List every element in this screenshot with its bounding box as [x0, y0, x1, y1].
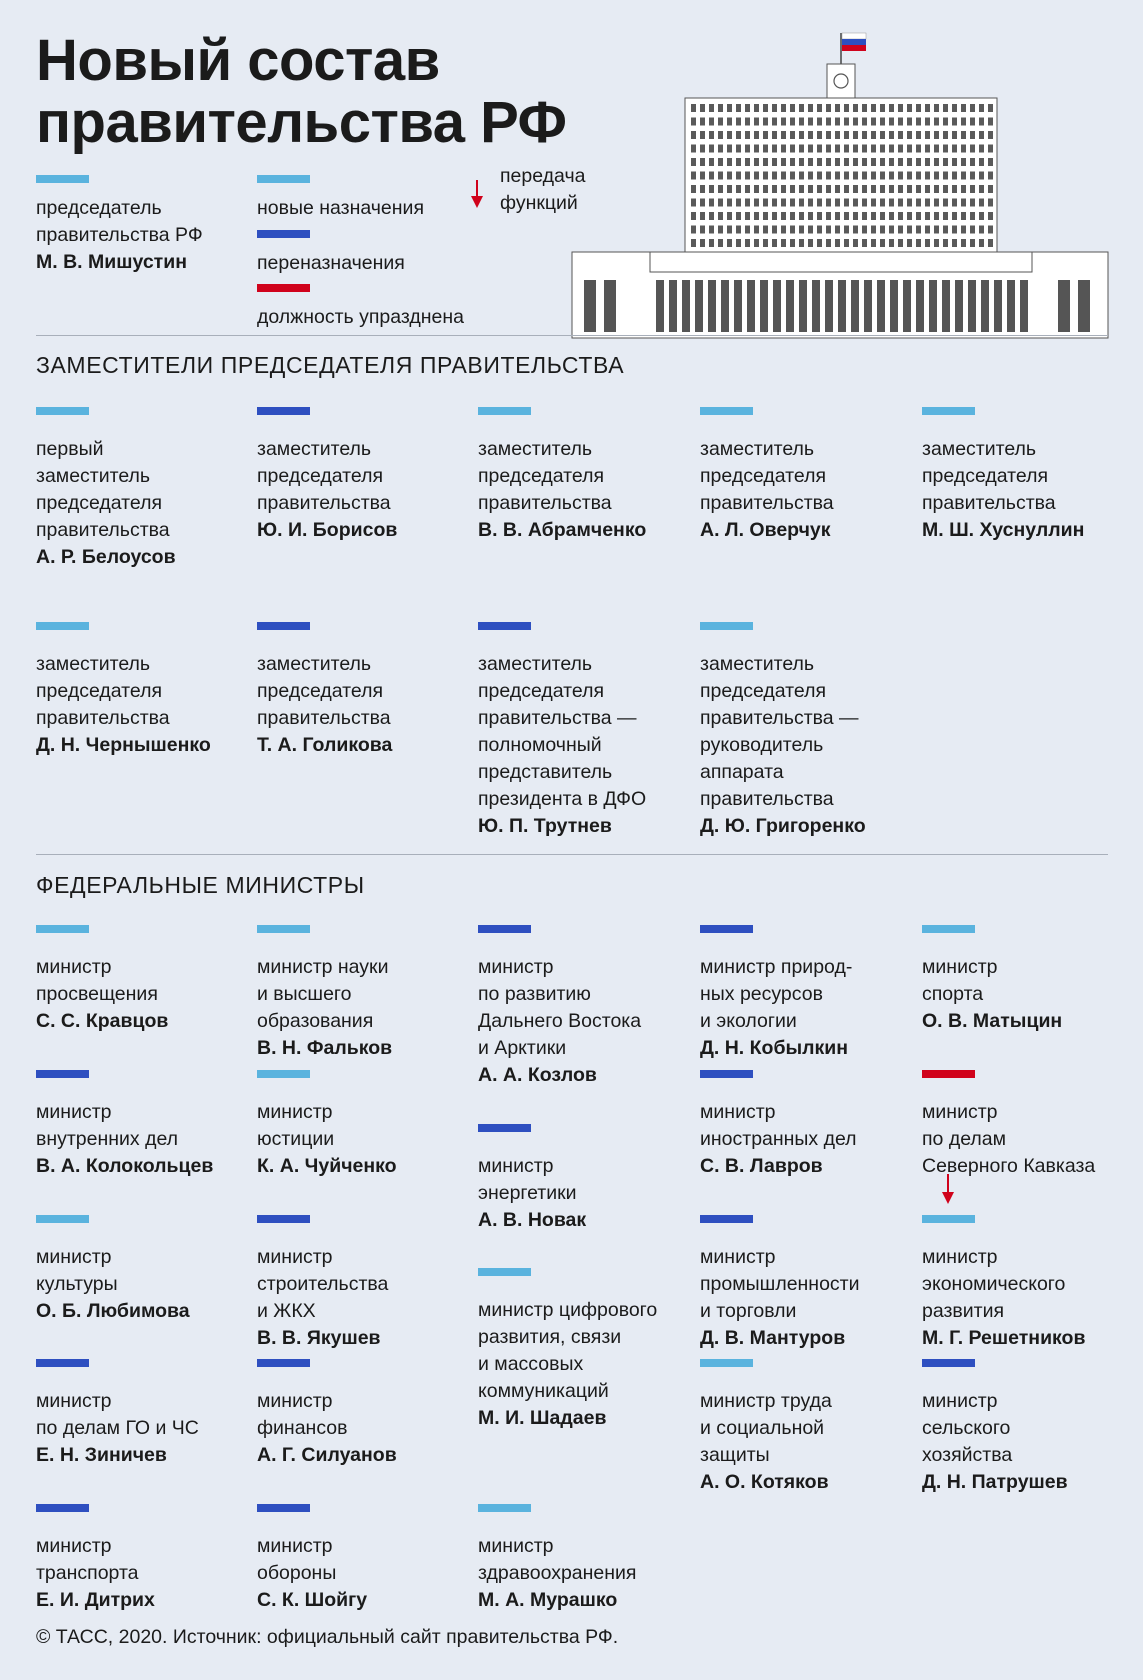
deputies-entry [478, 407, 688, 544]
ministers-name: О. В. Матыцин [922, 1010, 1063, 1032]
ministers-role: министр здравоохранения [478, 1535, 637, 1584]
ministers-role: министр юстиции [257, 1101, 335, 1150]
status-bar [36, 1215, 89, 1223]
deputies-entry [700, 407, 910, 544]
ministers-role: министр по делам ГО и ЧС [36, 1390, 199, 1439]
status-bar [922, 407, 975, 415]
status-bar [257, 407, 310, 415]
ministers-entry [478, 925, 688, 1089]
ministers-entry [922, 1215, 1132, 1352]
status-bar [922, 925, 975, 933]
ministers-entry [922, 925, 1132, 1035]
deputies-role: заместитель председателя правительства [478, 438, 612, 514]
ministers-entry [700, 1215, 910, 1352]
status-bar [922, 1070, 975, 1078]
status-bar [922, 1215, 975, 1223]
ministers-role: министр по развитию Дальнего Востока и Арктики [478, 956, 642, 1059]
deputies-role: заместитель председателя правительства [257, 438, 391, 514]
deputies-entry [700, 622, 910, 840]
ministers-name: А. Г. Силуанов [257, 1444, 397, 1466]
deputies-role: заместитель председателя правительства — руководитель аппарата правительства [700, 653, 859, 810]
ministers-entry [922, 1070, 1132, 1180]
ministers-heading: ФЕДЕРАЛЬНЫЕ МИНИСТРЫ [36, 872, 365, 898]
ministers-name: Д. В. Мантуров [700, 1327, 846, 1349]
new-appointment-bar [257, 175, 310, 183]
ministers-name: О. Б. Любимова [36, 1300, 190, 1322]
deputies-name: А. Р. Белоусов [36, 546, 176, 568]
deputies-entry [257, 407, 467, 544]
deputies-entry [478, 622, 688, 840]
ministers-name: Е. Н. Зиничев [36, 1444, 167, 1466]
deputies-role: первый заместитель председателя правительства [36, 438, 170, 541]
transfer-arrow-icon [470, 180, 484, 210]
status-bar [257, 1215, 310, 1223]
government-building-illustration [570, 30, 1110, 340]
ministers-name: С. С. Кравцов [36, 1010, 169, 1032]
ministers-name: Д. Н. Патрушев [922, 1471, 1068, 1493]
ministers-entry [36, 1070, 246, 1180]
status-bar [36, 407, 89, 415]
ministers-name: Д. Н. Кобылкин [700, 1037, 849, 1059]
ministers-entry [700, 1070, 910, 1180]
ministers-role: министр культуры [36, 1246, 118, 1295]
ministers-role: министр энергетики [478, 1155, 577, 1204]
deputies-name: Д. Н. Чернышенко [36, 734, 211, 756]
deputies-entry [36, 407, 246, 571]
legend-abolished-label: должность упразднена [257, 306, 464, 328]
status-bar [700, 925, 753, 933]
status-bar [700, 407, 753, 415]
deputies-role: заместитель председателя правительства — полномочный представитель президента в ДФО [478, 653, 647, 810]
ministers-name: К. А. Чуйченко [257, 1155, 397, 1177]
status-bar [478, 1268, 531, 1276]
legend-new-label: новые назначения [257, 197, 424, 219]
chair-name: М. В. Мишустин [36, 251, 188, 273]
ministers-name: М. А. Мурашко [478, 1589, 618, 1611]
status-bar [700, 622, 753, 630]
status-bar [478, 925, 531, 933]
status-bar [478, 1504, 531, 1512]
footer-source: © ТАСС, 2020. Источник: официальный сайт правительства РФ. [36, 1626, 619, 1648]
legend-reassigned-label: переназначения [257, 252, 405, 274]
ministers-entry [257, 1504, 467, 1614]
ministers-entry [257, 1070, 467, 1180]
deputies-entry [922, 407, 1132, 544]
ministers-entry [257, 925, 467, 1062]
transfer-arrow-north-caucasus-icon [941, 1174, 955, 1206]
deputies-name: М. Ш. Хуснуллин [922, 519, 1085, 541]
page-title: Новый состав правительства РФ [36, 28, 567, 155]
ministers-name: Е. И. Дитрих [36, 1589, 155, 1611]
status-bar [257, 1504, 310, 1512]
status-bar [36, 925, 89, 933]
status-bar [478, 622, 531, 630]
ministers-entry [478, 1504, 688, 1614]
deputies-name: Т. А. Голикова [257, 734, 393, 756]
chair-bar [36, 175, 89, 183]
deputies-name: В. В. Абрамченко [478, 519, 647, 541]
ministers-entry [36, 1504, 246, 1614]
ministers-name: А. О. Котяков [700, 1471, 829, 1493]
ministers-name: С. К. Шойгу [257, 1589, 368, 1611]
ministers-entry [257, 1359, 467, 1469]
ministers-role: министр по делам Северного Кавказа [922, 1101, 1096, 1177]
status-bar [700, 1070, 753, 1078]
status-bar [257, 1359, 310, 1367]
legend-chair [36, 175, 203, 276]
ministers-name: В. В. Якушев [257, 1327, 381, 1349]
deputies-role: заместитель председателя правительства [36, 653, 170, 729]
ministers-role: министр транспорта [36, 1535, 139, 1584]
ministers-entry [36, 925, 246, 1035]
ministers-entry [36, 1359, 246, 1469]
status-bar [36, 1504, 89, 1512]
deputies-role: заместитель председателя правительства [257, 653, 391, 729]
status-bar [700, 1215, 753, 1223]
deputies-role: заместитель председателя правительства [700, 438, 834, 514]
legend-transfer-label: передача функций [500, 165, 586, 214]
ministers-name: А. А. Козлов [478, 1064, 597, 1086]
ministers-role: министр сельского хозяйства [922, 1390, 1013, 1466]
status-bar [922, 1359, 975, 1367]
ministers-name: А. В. Новак [478, 1209, 587, 1231]
ministers-role: министр строительства и ЖКХ [257, 1246, 389, 1322]
status-bar [478, 1124, 531, 1132]
deputies-name: Д. Ю. Григоренко [700, 815, 866, 837]
divider-middle [36, 854, 1108, 855]
ministers-role: министр внутренних дел [36, 1101, 179, 1150]
status-bar [700, 1359, 753, 1367]
status-bar [36, 1359, 89, 1367]
ministers-role: министр финансов [257, 1390, 348, 1439]
status-bar [257, 925, 310, 933]
ministers-role: министр природ- ных ресурсов и экологии [700, 956, 853, 1032]
status-bar [257, 622, 310, 630]
deputies-entry [36, 622, 246, 759]
ministers-role: министр экономического развития [922, 1246, 1066, 1322]
divider-top [36, 335, 1108, 336]
ministers-role: министр иностранных дел [700, 1101, 857, 1150]
chair-role: председатель правительства РФ [36, 197, 203, 246]
ministers-name: В. А. Колокольцев [36, 1155, 214, 1177]
ministers-name: С. В. Лавров [700, 1155, 823, 1177]
ministers-role: министр просвещения [36, 956, 158, 1005]
ministers-name: М. И. Шадаев [478, 1407, 607, 1429]
ministers-entry [700, 1359, 910, 1496]
status-bar [36, 1070, 89, 1078]
deputies-heading: ЗАМЕСТИТЕЛИ ПРЕДСЕДАТЕЛЯ ПРАВИТЕЛЬСТВА [36, 352, 625, 378]
ministers-name: В. Н. Фальков [257, 1037, 393, 1059]
ministers-role: министр спорта [922, 956, 998, 1005]
ministers-entry [478, 1124, 688, 1234]
ministers-name: М. Г. Решетников [922, 1327, 1086, 1349]
status-bar [478, 407, 531, 415]
deputies-name: Ю. П. Трутнев [478, 815, 612, 837]
deputies-name: А. Л. Оверчук [700, 519, 831, 541]
ministers-entry [922, 1359, 1132, 1496]
ministers-role: министр обороны [257, 1535, 337, 1584]
ministers-entry [36, 1215, 246, 1325]
ministers-entry [700, 925, 910, 1062]
status-bar [257, 1070, 310, 1078]
reassigned-bar [257, 230, 310, 238]
legend-reassigned [257, 230, 405, 277]
abolished-bar [257, 284, 310, 292]
legend-new [257, 175, 424, 222]
deputies-role: заместитель председателя правительства [922, 438, 1056, 514]
deputies-entry [257, 622, 467, 759]
status-bar [36, 622, 89, 630]
ministers-role: министр цифрового развития, связи и массовых коммуникаций [478, 1299, 658, 1402]
deputies-name: Ю. И. Борисов [257, 519, 398, 541]
ministers-role: министр науки и высшего образования [257, 956, 389, 1032]
ministers-role: министр труда и социальной защиты [700, 1390, 832, 1466]
ministers-role: министр промышленности и торговли [700, 1246, 860, 1322]
ministers-entry [257, 1215, 467, 1352]
legend-abolished [257, 284, 464, 331]
ministers-entry [478, 1268, 688, 1432]
